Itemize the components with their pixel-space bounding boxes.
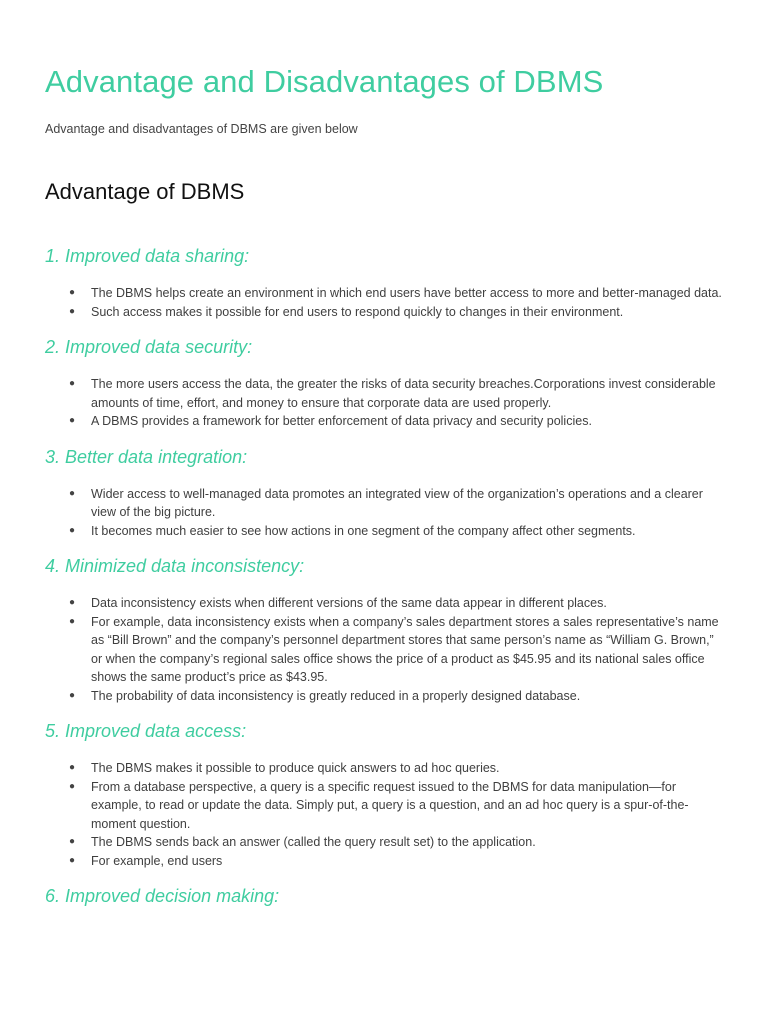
list-item-text: The probability of data inconsistency is greatly reduced in a properly designed database. [91, 688, 581, 703]
list-item-text: The DBMS helps create an environment in which end users have better access to more and better-managed data. [91, 286, 722, 300]
bullet-dot-icon: ● [69, 524, 76, 536]
bullet-dot-icon: ● [69, 615, 76, 627]
bullet-dot-icon: ● [69, 287, 76, 298]
list-item [45, 375, 724, 412]
advantage-item [45, 719, 724, 870]
bullet-list [45, 485, 724, 541]
advantage-item [45, 335, 724, 431]
list-item-text: For example, end users [91, 853, 223, 868]
list-item-text: From a database perspective, a query is a specific request issued to the DBMS for data manipulation—for example, to read or update the data. Simply put, a query is a question, and an ad hoc query is a spur-of-the-moment question. [91, 779, 689, 831]
list-item [45, 303, 724, 322]
list-item-text: The DBMS sends back an answer (called the query result set) to the application. [91, 835, 536, 849]
page-title: Advantage and Disadvantages of DBMS [45, 64, 604, 99]
bullet-dot-icon: ● [69, 597, 76, 608]
bullet-dot-icon: ● [69, 378, 76, 389]
bullet-dot-icon: ● [69, 305, 76, 317]
bullet-dot-icon: ● [69, 415, 76, 426]
list-item-text: A DBMS provides a framework for better enforcement of data privacy and security policies. [91, 414, 592, 428]
list-item [45, 833, 724, 852]
advantage-heading: 3. Better data integration: [45, 446, 248, 467]
list-item-text: Such access makes it possible for end users to respond quickly to changes in their environment. [91, 304, 624, 319]
list-item [45, 412, 724, 431]
list-item [45, 852, 724, 871]
list-item-text: Data inconsistency exists when different versions of the same data appear in different places. [91, 596, 607, 610]
list-item-text: The DBMS makes it possible to produce quick answers to ad hoc queries. [91, 761, 500, 775]
bullet-dot-icon: ● [69, 836, 76, 847]
bullet-dot-icon: ● [69, 854, 76, 866]
list-item-text: The more users access the data, the greater the risks of data security breaches.Corporations invest considerable amounts of time, effort, and money to ensure that corporate data are used properly. [91, 377, 716, 410]
list-item [45, 759, 724, 778]
list-item-text: For example, data inconsistency exists when a company’s sales department stores a sales representative’s name as “Bill Brown” and the company’s personnel department stores that same person’s name as “William G. Brown,” or when the company’s regional sales office shows the price of a product as $45.95 and its national sales office shows the same product’s price as $43.95. [91, 614, 719, 684]
bullet-dot-icon: ● [69, 780, 76, 792]
intro-text: Advantage and disadvantages of DBMS are given below [45, 122, 358, 136]
advantage-heading: 4. Minimized data inconsistency: [45, 556, 305, 576]
list-item [45, 522, 724, 541]
advantage-heading: 6. Improved decision making: [45, 886, 280, 906]
bullet-dot-icon: ● [69, 762, 76, 773]
list-item-text: Wider access to well-managed data promotes an integrated view of the organization’s operations and a clearer view of the big picture. [91, 486, 703, 519]
list-item [45, 613, 724, 687]
advantage-heading: 2. Improved data security: [45, 337, 253, 357]
advantage-item [45, 884, 724, 908]
bullet-list [45, 594, 724, 705]
list-item [45, 485, 724, 522]
advantage-item [45, 445, 724, 541]
bullet-list [45, 759, 724, 870]
bullet-dot-icon: ● [69, 689, 76, 701]
advantage-heading: 5. Improved data access: [45, 721, 247, 741]
bullet-list [45, 375, 724, 431]
list-item [45, 778, 724, 834]
advantage-item [45, 244, 724, 321]
list-item [45, 284, 724, 303]
list-item-text: It becomes much easier to see how actions in one segment of the company affect other segments. [91, 523, 636, 538]
section-title: Advantage of DBMS [45, 179, 245, 204]
bullet-dot-icon: ● [69, 487, 76, 499]
list-item [45, 594, 724, 613]
list-item [45, 687, 724, 706]
bullet-list [45, 284, 724, 321]
advantages-list [45, 244, 724, 908]
advantage-item [45, 554, 724, 705]
advantage-heading: 1. Improved data sharing: [45, 246, 250, 266]
